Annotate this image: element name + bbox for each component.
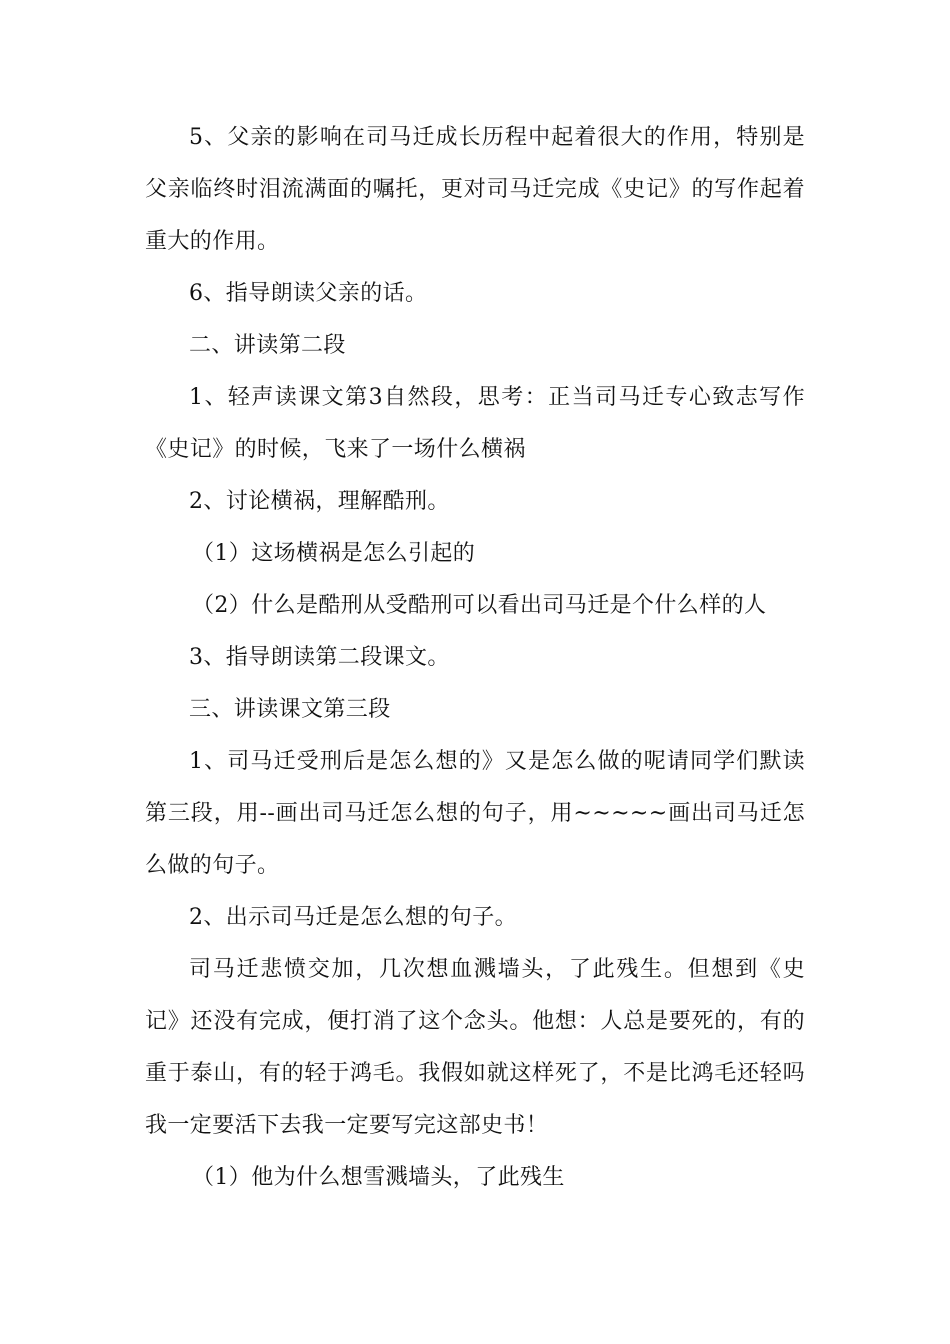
- sub-question-why: （1）他为什么想雪溅墙头，了此残生: [192, 1165, 565, 1190]
- paragraph-read-section-three: 1、轻声读课文第3自然段，思考：正当司马迁专心致志写作《史记》的时候，飞来了一场什么横祸: [145, 385, 805, 462]
- section-heading-two: 二、讲读第二段: [189, 333, 346, 358]
- paragraph-discuss-disaster: 2、讨论横祸，理解酷刑。: [189, 489, 450, 514]
- paragraph-read-father-words: 6、指导朗读父亲的话。: [189, 281, 428, 306]
- paragraph-show-sentences: 2、出示司马迁是怎么想的句子。: [189, 905, 517, 930]
- paragraph-father-influence: 5、父亲的影响在司马迁成长历程中起着很大的作用，特别是父亲临终时泪流满面的嘱托，更对司马迁完成《史记》的写作起着重大的作用。: [145, 125, 805, 254]
- document-body: [145, 112, 805, 1204]
- sub-question-one: （1）这场横祸是怎么引起的: [192, 541, 476, 566]
- paragraph-quoted-passage: 司马迁悲愤交加，几次想血溅墙头，了此残生。但想到《史记》还没有完成，便打消了这个念头。他想：人总是要死的，有的重于泰山，有的轻于鸿毛。我假如就这样死了，不是比鸿毛还轻吗我一定要活下去我一定要写完这部史书！: [145, 957, 805, 1138]
- paragraph-silent-reading: 1、司马迁受刑后是怎么想的》又是怎么做的呢请同学们默读第三段，用--画出司马迁怎么想的句子，用~~~~~画出司马迁怎么做的句子。: [145, 749, 805, 878]
- sub-question-two: （2）什么是酷刑从受酷刑可以看出司马迁是个什么样的人: [192, 593, 767, 618]
- section-heading-three: 三、讲读课文第三段: [189, 697, 391, 722]
- paragraph-read-second-section: 3、指导朗读第二段课文。: [189, 645, 450, 670]
